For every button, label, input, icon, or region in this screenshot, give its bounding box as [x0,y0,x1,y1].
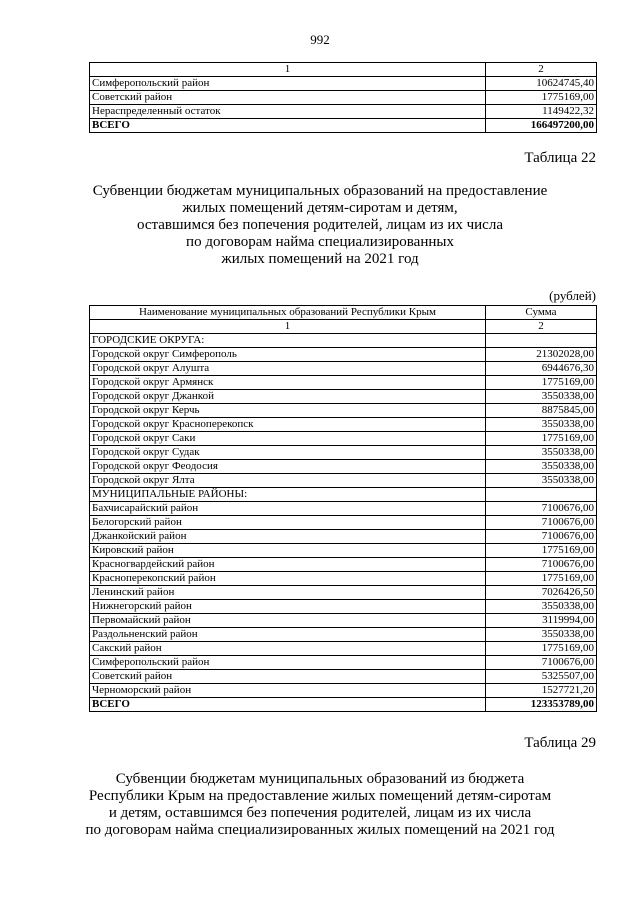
total-row [90,698,597,712]
table-row [90,404,597,418]
row-name: Бахчисарайский район [90,502,486,516]
table-row [90,614,597,628]
row-name: Черноморский район [90,684,486,698]
row-value: 3550338,00 [486,628,597,642]
row-name: Городской округ Ялта [90,474,486,488]
table-row [90,558,597,572]
column-number: 1 [90,320,486,334]
table-header-row [90,306,597,320]
row-name: Первомайский район [90,614,486,628]
row-value: 3550338,00 [486,446,597,460]
table-row [90,105,597,119]
row-value: 3550338,00 [486,460,597,474]
column-header: Сумма [486,306,597,320]
table-row [90,530,597,544]
table-row [90,376,597,390]
title-line: жилых помещений детям-сиротам и детям, [182,200,458,216]
row-value: 6944676,30 [486,362,597,376]
row-value: 5325507,00 [486,670,597,684]
table-22-label: Таблица 22 [524,150,596,166]
table-row [90,91,597,105]
title-line: по договорам найма специализированных жилых помещений на 2021 год [85,822,555,838]
row-value: 21302028,00 [486,348,597,362]
table-row [90,77,597,91]
row-value: 7100676,00 [486,516,597,530]
row-value: 1775169,00 [486,91,597,105]
row-value: 8875845,00 [486,404,597,418]
row-name: Городской округ Армянск [90,376,486,390]
table-row [90,684,597,698]
row-name: Нижнегорский район [90,600,486,614]
table-row [90,516,597,530]
table-row [90,502,597,516]
table-row [90,642,597,656]
title-line: по договорам найма специализированных [186,234,454,250]
table-header-row [90,63,597,77]
row-name: ГОРОДСКИЕ ОКРУГА: [90,334,486,348]
row-value: 1775169,00 [486,376,597,390]
total-row [90,119,597,133]
row-value: 10624745,40 [486,77,597,91]
total-value: 123353789,00 [486,698,597,712]
column-number-row [90,320,597,334]
table-row [90,474,597,488]
table-29-label: Таблица 29 [524,735,596,751]
row-value: 7100676,00 [486,502,597,516]
table-row [90,600,597,614]
row-name: Симферопольский район [90,656,486,670]
row-value: 3119994,00 [486,614,597,628]
row-name: Ленинский район [90,586,486,600]
page-number: 992 [310,32,330,47]
title-line: Субвенции бюджетам муниципальных образований из бюджета [115,771,525,787]
column-number: 2 [486,320,597,334]
table-row [90,670,597,684]
row-name: Джанкойский район [90,530,486,544]
title-line: оставшимся без попечения родителей, лицам из их числа [137,217,503,233]
total-label: ВСЕГО [90,698,486,712]
row-name: Симферопольский район [90,77,486,91]
table-row [90,572,597,586]
units-label: (рублей) [549,288,596,303]
row-value: 7026426,50 [486,586,597,600]
table-row [90,362,597,376]
row-name: МУНИЦИПАЛЬНЫЕ РАЙОНЫ: [90,488,486,502]
row-value: 3550338,00 [486,418,597,432]
row-value: 1527721,20 [486,684,597,698]
row-value: 7100676,00 [486,558,597,572]
row-value: 7100676,00 [486,656,597,670]
column-header: Наименование муниципальных образований Республики Крым [90,306,486,320]
table-row [90,586,597,600]
row-value: 3550338,00 [486,600,597,614]
row-name: Белогорский район [90,516,486,530]
row-value: 1775169,00 [486,432,597,446]
table-row [90,446,597,460]
row-name: Сакский район [90,642,486,656]
title-line: Субвенции бюджетам муниципальных образований на предоставление [92,183,548,199]
column-number: 2 [486,63,597,77]
row-name: Городской округ Феодосия [90,460,486,474]
row-name: Городской округ Джанкой [90,390,486,404]
row-name: Городской округ Судак [90,446,486,460]
row-name: Городской округ Керчь [90,404,486,418]
table-row [90,390,597,404]
title-line: и детям, оставшимся без попечения родителей, лицам из их числа [108,805,532,821]
table-row [90,334,597,348]
row-value: 1149422,32 [486,105,597,119]
row-value: 1775169,00 [486,544,597,558]
row-name: Городской округ Алушта [90,362,486,376]
table-row [90,544,597,558]
title-line: жилых помещений на 2021 год [221,251,419,267]
row-name: Раздольненский район [90,628,486,642]
row-name: Городской округ Саки [90,432,486,446]
table-row [90,628,597,642]
column-number: 1 [90,63,486,77]
table-row [90,656,597,670]
row-value: 3550338,00 [486,474,597,488]
table-row [90,460,597,474]
total-label: ВСЕГО [90,119,486,133]
row-value [486,334,597,348]
row-name: Красногвардейский район [90,558,486,572]
table-row [90,432,597,446]
row-name: Советский район [90,91,486,105]
row-name: Городской округ Красноперекопск [90,418,486,432]
row-name: Красноперекопский район [90,572,486,586]
table-29-title [60,771,580,839]
row-name: Городской округ Симферополь [90,348,486,362]
row-name: Советский район [90,670,486,684]
table-22-title [60,183,580,268]
table-22 [89,305,597,712]
table-row [90,418,597,432]
table-row [90,488,597,502]
row-value: 1775169,00 [486,642,597,656]
table-continuation [89,62,597,133]
row-value: 1775169,00 [486,572,597,586]
row-name: Кировский район [90,544,486,558]
total-value: 166497200,00 [486,119,597,133]
row-name: Нераспределенный остаток [90,105,486,119]
row-value: 7100676,00 [486,530,597,544]
row-value [486,488,597,502]
row-value: 3550338,00 [486,390,597,404]
title-line: Республики Крым на предоставление жилых помещений детям-сиротам [88,788,552,804]
table-row [90,348,597,362]
